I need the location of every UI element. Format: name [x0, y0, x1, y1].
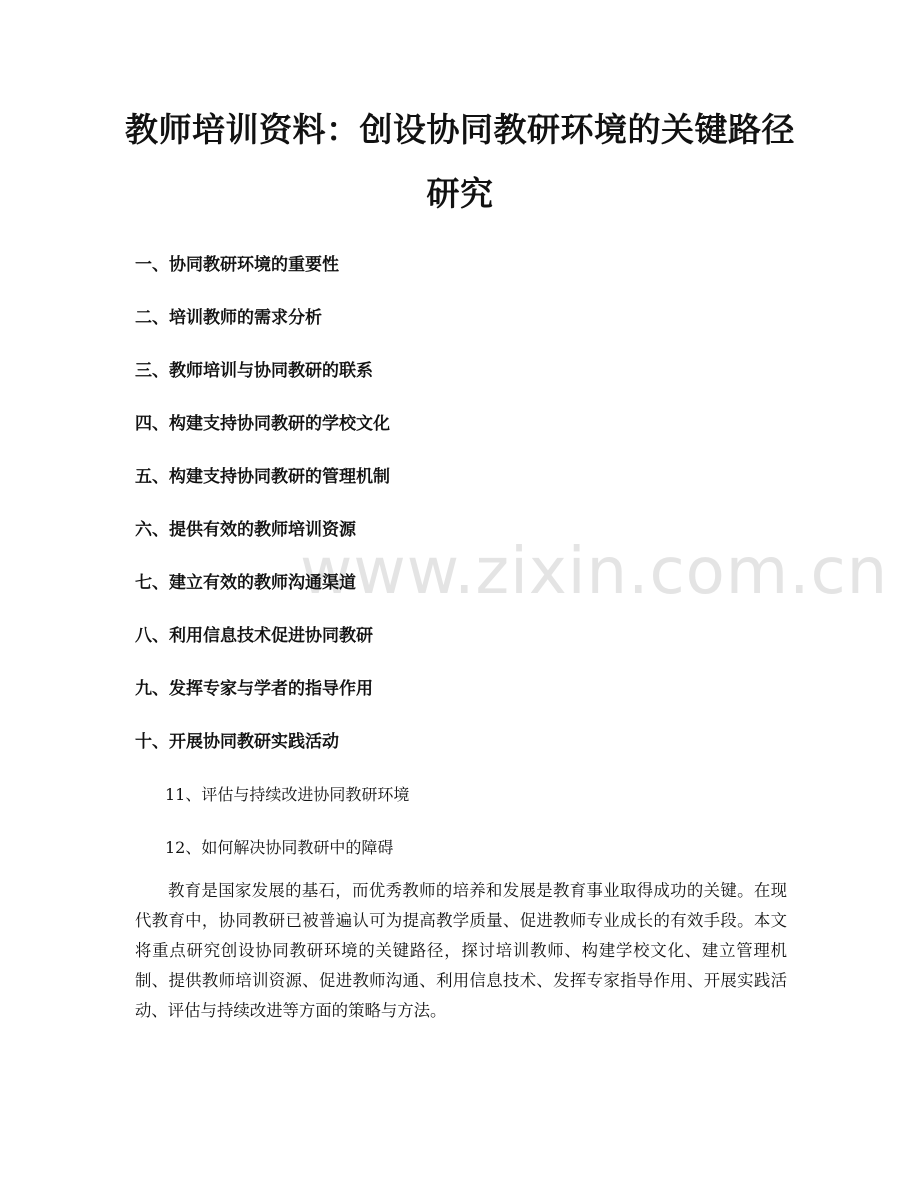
toc-item-2: 二、培训教师的需求分析 — [135, 308, 322, 328]
toc-item-7: 七、建立有效的教师沟通渠道 — [135, 573, 356, 593]
watermark: www.zixin.com.cn — [300, 535, 889, 609]
toc-item-6: 六、提供有效的教师培训资源 — [135, 520, 356, 540]
table-of-contents — [135, 250, 795, 886]
toc-item-10: 十、开展协同教研实践活动 — [135, 732, 339, 752]
intro-paragraph: 教育是国家发展的基石，而优秀教师的培养和发展是教育事业取得成功的关键。在现代教育中，协同教研已被普遍认可为提高教学质量、促进教师专业成长的有效手段。本文将重点研究创设协同教研环境的关键路径，探讨培训教师、构建学校文化、建立管理机制、提供教师培训资源、促进教师沟通、利用信息技术、发挥专家指导作用、开展实践活动、评估与持续改进等方面的策略与方法。 — [135, 881, 787, 1020]
toc-subitem-12: 12、如何解决协同教研中的障碍 — [165, 838, 394, 857]
document-title: 教师培训资料：创设协同教研环境的关键路径研究 — [125, 110, 795, 213]
toc-item-5: 五、构建支持协同教研的管理机制 — [135, 467, 390, 487]
toc-item-4: 四、构建支持协同教研的学校文化 — [135, 414, 390, 434]
toc-subitem-11: 11、评估与持续改进协同教研环境 — [165, 785, 410, 804]
toc-item-3: 三、教师培训与协同教研的联系 — [135, 361, 373, 381]
toc-item-9: 九、发挥专家与学者的指导作用 — [135, 679, 373, 699]
toc-item-1: 一、协同教研环境的重要性 — [135, 255, 339, 275]
toc-item-8: 八、利用信息技术促进协同教研 — [135, 626, 373, 646]
